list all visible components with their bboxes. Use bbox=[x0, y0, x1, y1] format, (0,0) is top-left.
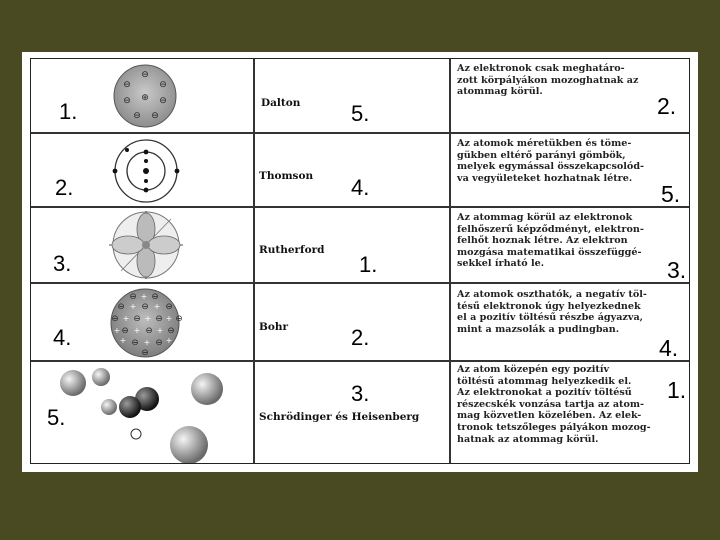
description bbox=[457, 63, 685, 98]
svg-text:⊖: ⊖ bbox=[129, 292, 137, 302]
svg-text:+: + bbox=[129, 302, 137, 311]
description-line: mozgása matematikai összefüggé- bbox=[457, 246, 642, 258]
model-name: Schrödinger és Heisenberg bbox=[259, 411, 420, 423]
svg-text:+: + bbox=[144, 314, 152, 323]
model-name: Thomson bbox=[259, 170, 314, 182]
description-line: va vegyületeket hozhatnak létre. bbox=[457, 172, 633, 184]
left-number: 1. bbox=[59, 99, 78, 124]
atom-models-table bbox=[30, 58, 690, 464]
svg-text:⊕: ⊕ bbox=[141, 93, 149, 103]
right-number: 4. bbox=[659, 335, 679, 361]
left-number: 3. bbox=[53, 251, 72, 276]
description bbox=[457, 212, 685, 270]
description-line: zott körpályákon mozoghatnak az bbox=[457, 74, 639, 86]
description-line: töltésű atommag helyezkedik el. bbox=[457, 375, 632, 387]
svg-text:⊖: ⊖ bbox=[141, 70, 149, 80]
row-divider bbox=[31, 206, 689, 208]
description-line: mag közvetlen közelében. Az elek- bbox=[457, 410, 642, 422]
svg-text:+: + bbox=[133, 326, 141, 335]
svg-text:+: + bbox=[153, 302, 161, 311]
svg-text:⊖: ⊖ bbox=[141, 302, 149, 312]
svg-text:⊖: ⊖ bbox=[151, 292, 159, 302]
orbital-cloud-illustration bbox=[101, 209, 191, 281]
description-line: sekkel írható le. bbox=[457, 258, 545, 270]
svg-text:⊖: ⊖ bbox=[145, 326, 153, 336]
svg-text:⊖: ⊖ bbox=[111, 314, 119, 324]
svg-text:+: + bbox=[165, 314, 173, 323]
svg-text:+: + bbox=[113, 326, 121, 335]
description-line: Az elektronok csak meghatáro- bbox=[457, 63, 625, 74]
description-line: mint a mazsolák a pudingban. bbox=[457, 323, 620, 335]
svg-text:⊖: ⊖ bbox=[175, 314, 183, 324]
svg-text:+: + bbox=[143, 338, 151, 347]
model-name: Dalton bbox=[261, 97, 301, 109]
left-number: 5. bbox=[47, 405, 66, 430]
middle-number: 5. bbox=[351, 101, 370, 126]
column-divider bbox=[253, 59, 255, 463]
description-line: gükben eltérő parányi gömbök, bbox=[457, 149, 626, 161]
row-divider bbox=[31, 282, 689, 284]
right-number: 2. bbox=[657, 93, 677, 119]
svg-text:⊖: ⊖ bbox=[121, 326, 129, 336]
svg-text:⊖: ⊖ bbox=[131, 338, 139, 348]
svg-text:⊖: ⊖ bbox=[123, 80, 131, 90]
svg-text:+: + bbox=[156, 326, 164, 335]
right-number: 3. bbox=[667, 257, 687, 283]
svg-text:⊖: ⊖ bbox=[155, 338, 163, 348]
svg-text:+: + bbox=[119, 336, 127, 345]
svg-text:⊖: ⊖ bbox=[141, 348, 149, 358]
svg-text:⊖: ⊖ bbox=[133, 314, 141, 324]
description-line: felhőt hoznak létre. Az elektron bbox=[457, 235, 628, 247]
middle-number: 2. bbox=[351, 325, 370, 350]
svg-text:⊖: ⊖ bbox=[167, 326, 175, 336]
description bbox=[457, 138, 685, 184]
svg-text:⊖: ⊖ bbox=[159, 80, 167, 90]
middle-number: 3. bbox=[351, 381, 370, 406]
description-line: tésű elektronok úgy helyezkednek bbox=[457, 300, 641, 312]
right-number: 5. bbox=[661, 181, 681, 207]
description-line: részecskék vonzása tartja az atom- bbox=[457, 398, 645, 410]
row-divider bbox=[31, 132, 689, 134]
svg-text:+: + bbox=[140, 292, 148, 301]
svg-text:⊖: ⊖ bbox=[133, 111, 141, 121]
right-number: 1. bbox=[667, 377, 687, 403]
spheres-illustration bbox=[57, 363, 247, 463]
description-line: tronok tetszőleges pályákon mozog- bbox=[457, 421, 651, 433]
description bbox=[457, 289, 685, 335]
left-number: 4. bbox=[53, 325, 72, 350]
svg-text:⊖: ⊖ bbox=[123, 96, 131, 106]
description-line: Az atomok oszthatók, a negatív töl- bbox=[457, 289, 647, 300]
description-line: atommag körül. bbox=[457, 86, 543, 98]
left-number: 2. bbox=[55, 175, 74, 200]
svg-text:+: + bbox=[165, 336, 173, 345]
row-divider bbox=[31, 360, 689, 362]
worksheet bbox=[22, 52, 698, 472]
model-name: Bohr bbox=[259, 321, 289, 333]
description-line: hatnak az atommag körül. bbox=[457, 433, 599, 445]
description-line: Az elektronokat a pozitív töltésű bbox=[457, 387, 632, 399]
description-line: Az atom közepén egy pozitív bbox=[457, 364, 610, 375]
description-line: Az atommag körül az elektronok bbox=[457, 212, 633, 223]
dalton-style-atom-illustration bbox=[97, 63, 193, 129]
description-line: el a pozitív töltésű részbe ágyazva, bbox=[457, 312, 644, 324]
column-divider bbox=[449, 59, 451, 463]
svg-text:⊖: ⊖ bbox=[159, 96, 167, 106]
description-line: Az atomok méretükben és tömе- bbox=[457, 138, 632, 149]
description bbox=[457, 364, 685, 445]
middle-number: 1. bbox=[359, 252, 378, 277]
svg-text:⊖: ⊖ bbox=[165, 302, 173, 312]
plum-pudding-illustration bbox=[99, 287, 191, 359]
model-name: Rutherford bbox=[259, 244, 325, 256]
orbit-atom-illustration bbox=[101, 137, 191, 205]
svg-text:⊖: ⊖ bbox=[117, 302, 125, 312]
svg-text:⊖: ⊖ bbox=[151, 111, 159, 121]
svg-text:+: + bbox=[122, 314, 130, 323]
description-line: felhőszerű képződményt, elektron- bbox=[457, 223, 644, 235]
middle-number: 4. bbox=[351, 175, 370, 200]
svg-text:⊖: ⊖ bbox=[155, 314, 163, 324]
description-line: melyek egymással összekapcsolód- bbox=[457, 161, 645, 173]
